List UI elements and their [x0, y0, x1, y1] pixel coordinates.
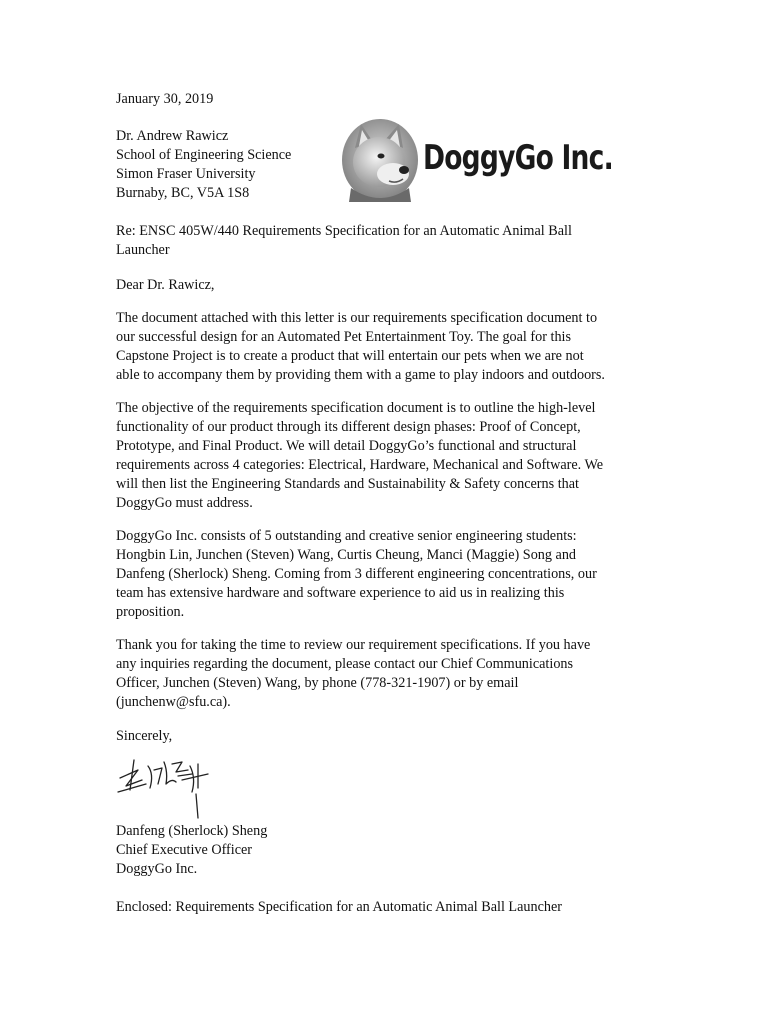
re-line-1: Re: ENSC 405W/440 Requirements Specification for an Automatic Animal Ball: [116, 223, 572, 239]
paragraph-4: [116, 636, 656, 712]
company-logo-dog-icon: [341, 118, 419, 202]
paragraph-line: able to accompany them by providing them with a game to play indoors and outdoors.: [116, 366, 605, 383]
paragraph-line: any inquiries regarding the document, please contact our Chief Communications: [116, 655, 574, 672]
paragraph-line: proposition.: [116, 603, 185, 620]
recipient-city: Burnaby, BC, V5A 1S8: [116, 185, 250, 201]
paragraph-line: Hongbin Lin, Junchen (Steven) Wang, Curtis Cheung, Manci (Maggie) Song and: [116, 546, 577, 563]
paragraph-3: [116, 527, 656, 622]
paragraph-line: Danfeng (Sherlock) Sheng. Coming from 3 different engineering concentrations, our: [116, 565, 597, 582]
enclosure-line: Enclosed: Requirements Specification for an Automatic Animal Ball Launcher: [116, 899, 562, 915]
re-line-2: Launcher: [116, 241, 170, 258]
company-logo-text: DoggyGo Inc.: [423, 138, 613, 178]
letter-date: January 30, 2019: [116, 91, 214, 107]
re-line: [116, 222, 656, 260]
paragraph-line: will then list the Engineering Standards and Sustainability & Safety concerns that: [116, 475, 579, 492]
paragraph-line: team has extensive hardware and software experience to aid us in realizing this: [116, 584, 565, 601]
recipient-dept: School of Engineering Science: [116, 147, 292, 163]
paragraph-line: The objective of the requirements specification document is to outline the high-level: [116, 400, 596, 416]
sender-title: Chief Executive Officer: [116, 842, 253, 858]
paragraph-2: [116, 399, 656, 512]
recipient-university: Simon Fraser University: [116, 166, 256, 182]
paragraph-line: our successful design for an Automated Pet Entertainment Toy. The goal for this: [116, 328, 572, 345]
paragraph-line: requirements across 4 categories: Electrical, Hardware, Mechanical and Software. We: [116, 456, 604, 473]
paragraph-line: Capstone Project is to create a product that will entertain our pets when we are not: [116, 347, 584, 364]
sender-company: DoggyGo Inc.: [116, 861, 198, 877]
paragraph-1: [116, 309, 656, 385]
salutation: Dear Dr. Rawicz,: [116, 277, 215, 293]
paragraph-line: The document attached with this letter is our requirements specification document to: [116, 310, 598, 326]
paragraph-line: Thank you for taking the time to review our requirement specifications. If you have: [116, 637, 591, 653]
closing: Sincerely,: [116, 728, 173, 744]
recipient-name: Dr. Andrew Rawicz: [116, 128, 229, 144]
paragraph-line: DoggyGo Inc. consists of 5 outstanding and creative senior engineering students:: [116, 528, 577, 544]
paragraph-line: DoggyGo must address.: [116, 494, 253, 511]
sender-name: Danfeng (Sherlock) Sheng: [116, 823, 268, 839]
paragraph-line: Officer, Junchen (Steven) Wang, by phone (778-321-1907) or by email: [116, 674, 519, 691]
paragraph-line: Prototype, and Final Product. We will detail DoggyGo’s functional and structural: [116, 437, 577, 454]
paragraph-line: (junchenw@sfu.ca).: [116, 693, 231, 710]
handwritten-signature-icon: [112, 748, 222, 820]
paragraph-line: functionality of our product through its different design phases: Proof of Concept,: [116, 418, 581, 435]
